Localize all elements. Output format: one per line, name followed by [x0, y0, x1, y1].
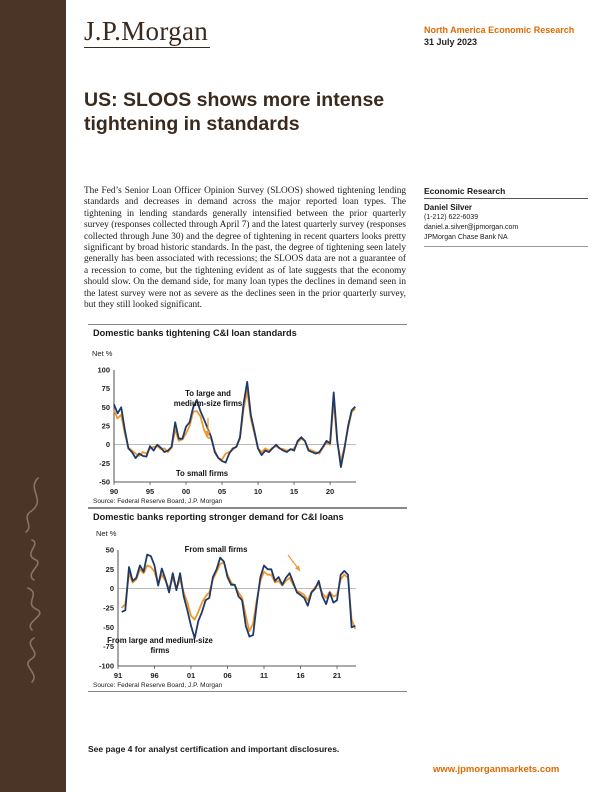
- y-tick-label: -100: [98, 661, 114, 671]
- annotation-label: From large and medium-size firms: [107, 636, 213, 655]
- chart-standards: [88, 324, 407, 508]
- y-tick-label: 25: [105, 564, 114, 574]
- chart-standards-title: Domestic banks tightening C&I loan standards: [93, 328, 297, 338]
- y-tick-label: 100: [97, 365, 110, 375]
- x-tick-label: 00: [181, 487, 191, 496]
- chart-standards-source: Source: Federal Reserve Board, J.P. Morgan: [93, 498, 223, 505]
- x-tick-label: 90: [109, 487, 119, 496]
- y-tick-label: 50: [101, 402, 110, 412]
- chart-demand-source: Source: Federal Reserve Board, J.P. Morgan: [93, 682, 223, 689]
- x-tick-label: 95: [145, 487, 155, 496]
- x-tick-label: 91: [113, 671, 123, 680]
- y-tick-label: 50: [105, 545, 114, 555]
- analyst-box: [424, 186, 588, 247]
- y-tick-label: 0: [109, 584, 114, 594]
- analyst-phone: (1-212) 622-6039: [424, 214, 479, 221]
- y-tick-label: -25: [99, 458, 110, 468]
- chart-demand-title: Domestic banks reporting stronger demand for C&I loans: [93, 512, 344, 522]
- x-tick-label: 01: [186, 671, 196, 680]
- y-tick-label: -25: [103, 603, 114, 613]
- analyst-department: Economic Research: [424, 186, 588, 199]
- disclosure-note[interactable]: See page 4 for analyst certification and important disclosures.: [88, 744, 340, 754]
- sidebar-band: [0, 0, 66, 792]
- analyst-name: Daniel Silver: [424, 203, 473, 212]
- chart-demand-plot: [88, 522, 407, 682]
- y-tick-label: 75: [101, 384, 110, 394]
- jpmorgan-logo: J.P.Morgan: [84, 16, 209, 46]
- body-paragraph: The Fed’s Senior Loan Officer Opinion Survey (SLOOS) showed tightening lending standards and decreases in demand across the major reported loan types. The tightening in lending standards generally intensified between the prior quarterly survey (responses collected through April 7) and the latest quarterly survey (responses collected through June 30) and the degree of tightening in recent quarters looks pretty significant by broad historic standards. In the past, the degree of tightening seen lately generally has been associated with recessions; the SLOOS data are not a guarantee of a recession to come, but the tightening evident as of late suggests that the economy should slow. On the demand side, for many loan types the declines in demand seen in the latest survey were not as severe as the declines seen in the prior quarterly survey, but they still looked significant.: [84, 186, 406, 311]
- x-tick-label: 21: [332, 671, 342, 680]
- x-tick-label: 10: [253, 487, 263, 496]
- x-tick-label: 06: [223, 671, 232, 680]
- x-tick-label: 16: [296, 671, 305, 680]
- x-tick-label: 96: [150, 671, 159, 680]
- x-tick-label: 15: [289, 487, 299, 496]
- report-date: 31 July 2023: [424, 37, 478, 47]
- analyst-divider: [424, 246, 588, 247]
- series-line-large-firms: [122, 555, 356, 639]
- y-tick-label: 25: [101, 421, 110, 431]
- website-link[interactable]: www.jpmorganmarkets.com: [433, 764, 560, 775]
- report-title: US: SLOOS shows more intense tightening in standards: [84, 89, 385, 135]
- y-tick-label: -50: [99, 477, 110, 487]
- chart-standards-plot: [88, 338, 407, 498]
- y-tick-label: -75: [103, 642, 114, 652]
- report-series: North America Economic Research: [424, 25, 575, 35]
- y-axis-label: Net %: [92, 349, 113, 358]
- analyst-entity: JPMorgan Chase Bank NA: [424, 234, 508, 241]
- annotation-label: To large and medium-size firms: [173, 389, 243, 408]
- x-tick-label: 20: [325, 487, 335, 496]
- logo-underline: [84, 47, 210, 48]
- x-tick-label: 05: [217, 487, 227, 496]
- annotation-label: To small firms: [175, 469, 229, 478]
- y-tick-label: -50: [103, 622, 114, 632]
- report-header: [424, 24, 574, 48]
- annotation-label: From small firms: [184, 545, 248, 554]
- chart-demand: [88, 508, 407, 692]
- x-tick-label: 11: [260, 671, 268, 680]
- y-tick-label: 0: [105, 440, 110, 450]
- y-axis-label: Net %: [96, 529, 117, 538]
- jpmorgan-watermark-signature: [8, 470, 58, 690]
- analyst-email[interactable]: daniel.a.silver@jpmorgan.com: [424, 224, 519, 231]
